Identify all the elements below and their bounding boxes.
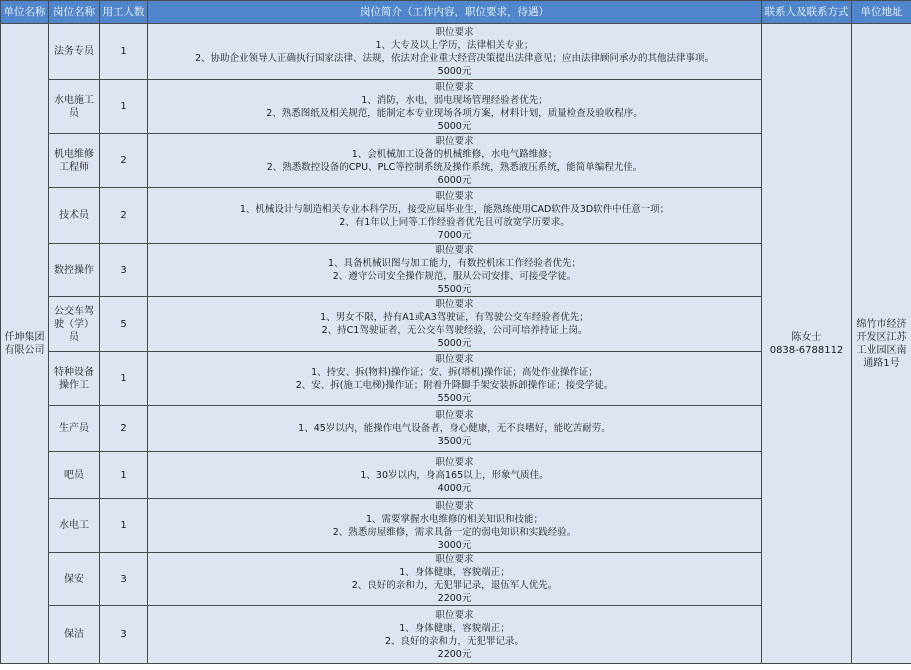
description-line: 1、身体健康，容貌端正； [399, 622, 510, 634]
job-description [148, 553, 762, 606]
position-name: 技术员 [49, 188, 100, 244]
salary-text: 5500元 [437, 392, 472, 404]
description-line: 1、会机械加工设备的机械维修，水电气路维修； [351, 148, 558, 160]
description-line: 1、30岁以内，身高165以上，形象气质佳。 [360, 469, 549, 481]
description-line: 1、身体健康，容貌端正； [399, 567, 510, 578]
headcount: 3 [100, 244, 148, 297]
description-line: 2、良好的亲和力，无犯罪记录，退伍军人优先。 [351, 580, 558, 591]
job-row [1, 24, 911, 80]
job-description [148, 499, 762, 553]
contact-phone: 0838-6788112 [769, 344, 844, 356]
headcount: 3 [100, 606, 148, 664]
contact-name: 陈女士 [791, 331, 822, 343]
requirements-heading: 职位要求 [435, 245, 474, 256]
salary-text: 5500元 [437, 284, 472, 295]
description-line: 2、遵守公司安全操作规范，服从公司安排、可接受学徒。 [332, 271, 577, 282]
description-line: 1、需要掌握水电维修的相关知识和技能； [365, 513, 544, 525]
position-name: 数控操作 [49, 244, 100, 297]
description-line: 1、男女不限，持有A1或A3驾驶证，有驾驶公交车经验者优先； [320, 312, 589, 323]
salary-text: 7000元 [437, 229, 472, 241]
requirements-heading: 职位要求 [435, 500, 474, 512]
salary-text: 5000元 [437, 338, 472, 349]
requirements-heading: 职位要求 [435, 456, 474, 468]
requirements-heading: 职位要求 [435, 609, 474, 621]
headcount: 1 [100, 499, 148, 553]
job-table-body [1, 24, 911, 664]
salary-text: 2200元 [437, 648, 472, 660]
salary-text: 5000元 [437, 120, 472, 132]
job-description [148, 244, 762, 297]
description-line: 1、持安、拆(物料)操作证；安、拆(塔机)操作证；高处作业操作证； [311, 366, 598, 378]
description-line: 2、良好的亲和力，无犯罪记录。 [384, 635, 525, 647]
description-line: 2、安、拆(施工电梯)操作证；附着升降脚手架安装拆卸操作证；接受学徒。 [295, 379, 614, 391]
job-description [148, 406, 762, 452]
description-line: 1、具备机械识图与加工能力，有数控机床工作经验者优先； [327, 258, 582, 269]
description-line: 1、消防，水电，弱电现场管理经验者优先； [361, 94, 548, 106]
job-description [148, 80, 762, 134]
description-line: 2、有1年以上同等工作经验者优先且可放宽学历要求。 [339, 216, 570, 228]
position-name: 机电维修工程师 [49, 134, 100, 188]
salary-text: 4000元 [437, 482, 472, 494]
position-name: 法务专员 [49, 24, 100, 80]
requirements-heading: 职位要求 [435, 299, 474, 310]
description-line: 2、协助企业领导人正确执行国家法律、法规，依法对企业重大经营决策提出法律意见；应由法律顾问承办的其他法律事项。 [194, 52, 715, 64]
header-address: 单位地址 [852, 1, 911, 24]
requirements-heading: 职位要求 [435, 26, 474, 38]
headcount: 5 [100, 297, 148, 352]
headcount: 2 [100, 188, 148, 244]
header-description: 岗位简介（工作内容，职位要求，待遇） [148, 1, 762, 24]
job-description [148, 452, 762, 499]
position-name: 特种设备操作工 [49, 352, 100, 406]
position-name: 水电工 [49, 499, 100, 553]
headcount: 1 [100, 24, 148, 80]
salary-text: 3000元 [437, 539, 472, 551]
company-name: 仟坤集团有限公司 [1, 24, 49, 664]
salary-text: 3500元 [437, 436, 472, 447]
header-position: 岗位名称 [49, 1, 100, 24]
requirements-heading: 职位要求 [435, 353, 474, 365]
requirements-heading: 职位要求 [435, 410, 474, 421]
job-description [148, 352, 762, 406]
position-name: 生产员 [49, 406, 100, 452]
description-line: 2、熟悉房屋维修，需求具备一定的弱电知识和实践经验。 [332, 526, 577, 538]
job-description [148, 24, 762, 80]
headcount: 2 [100, 134, 148, 188]
header-company: 单位名称 [1, 1, 49, 24]
headcount: 1 [100, 80, 148, 134]
job-description [148, 188, 762, 244]
requirements-heading: 职位要求 [435, 135, 474, 147]
requirements-heading: 职位要求 [435, 190, 474, 202]
description-line: 2、熟悉数控设备的CPU、PLC等控制系统及操作系统，熟悉液压系统，能简单编程尤佳。 [266, 161, 643, 173]
salary-text: 2200元 [437, 593, 472, 604]
header-row [1, 1, 911, 24]
requirements-heading: 职位要求 [435, 554, 474, 565]
job-description [148, 606, 762, 664]
description-line: 2、熟悉图纸及相关规范，能制定本专业现场各项方案，材料计划，质量检查及验收程序。 [266, 107, 643, 119]
position-name: 保洁 [49, 606, 100, 664]
description-line: 1、大专及以上学历，法律相关专业； [375, 39, 534, 51]
position-name: 公交车驾驶（学）员 [49, 297, 100, 352]
job-description [148, 297, 762, 352]
position-name: 保安 [49, 553, 100, 606]
position-name: 水电施工员 [49, 80, 100, 134]
description-line: 1、45岁以内，能操作电气设备者，身心健康，无不良嗜好，能吃苦耐劳。 [298, 423, 611, 434]
job-description [148, 134, 762, 188]
header-count: 用工人数 [100, 1, 148, 24]
position-name: 吧员 [49, 452, 100, 499]
requirements-heading: 职位要求 [435, 81, 474, 93]
contact-info [762, 24, 852, 664]
headcount: 1 [100, 452, 148, 499]
headcount: 2 [100, 406, 148, 452]
company-address: 绵竹市经济开发区江苏工业园区南通路1号 [852, 24, 911, 664]
salary-text: 6000元 [437, 174, 472, 186]
headcount: 1 [100, 352, 148, 406]
description-line: 1、机械设计与制造相关专业本科学历，接受应届毕业生，能熟练使用CAD软件及3D软件中任意一项； [239, 203, 670, 215]
description-line: 2、持C1驾驶证者，无公交车驾驶经验，公司可培养持证上岗。 [321, 325, 588, 336]
headcount: 3 [100, 553, 148, 606]
header-contact: 联系人及联系方式 [762, 1, 852, 24]
salary-text: 5000元 [437, 65, 472, 77]
